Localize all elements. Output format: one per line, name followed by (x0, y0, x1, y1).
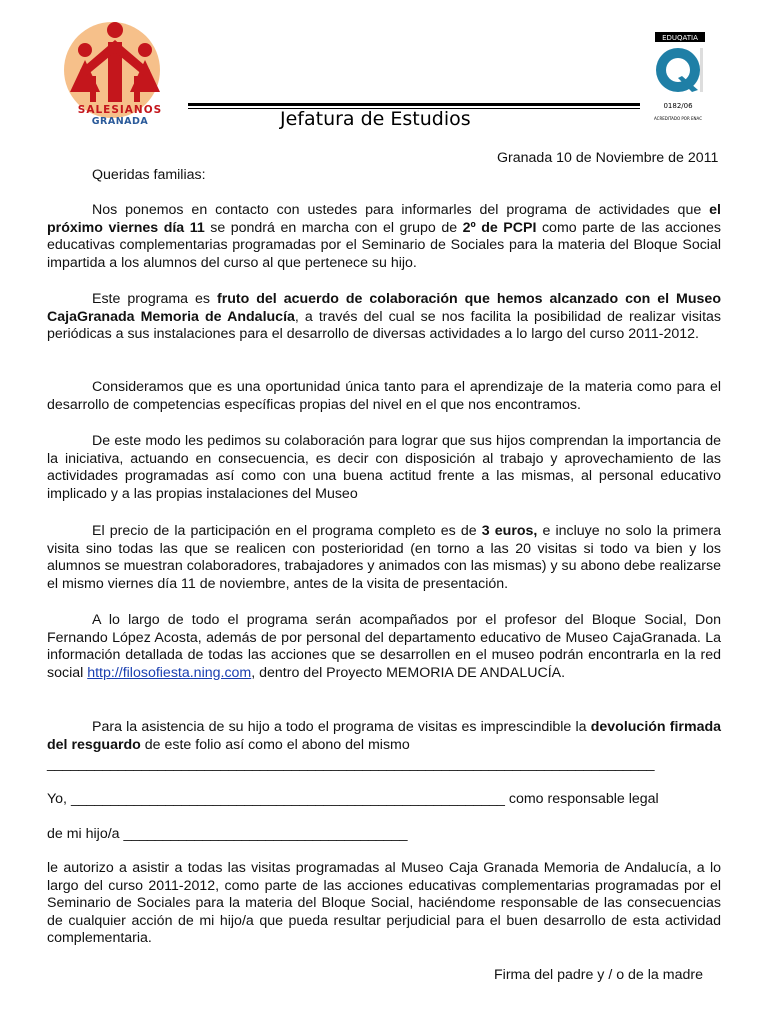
org-name: SALESIANOS (77, 104, 163, 116)
cut-line: _____________________________________________________________________________ (47, 756, 655, 772)
child-name-field[interactable]: ____________________________________ (123, 826, 408, 842)
page-title: Jefatura de Estudios (280, 108, 471, 130)
cert-accredit: ACREDITADO POR ENAC (654, 116, 702, 121)
letter-date: Granada 10 de Noviembre de 2011 (497, 150, 719, 166)
header-rule-thick (188, 103, 640, 106)
form-yo-suffix: como responsable legal (504, 791, 659, 807)
paragraph-2: Este programa es fruto del acuerdo de colaboración que hemos alcanzado con el Museo CajaGranada Memoria de Andalucía, a través del cual se nos facilita la posibilidad de realizar visitas periódicas a sus instalaciones para el desarrollo de diversas actividades a lo largo del curso 2011-2012. (47, 291, 721, 342)
paragraph-7: Para la asistencia de su hijo a todo el programa de visitas es imprescindible la devolución firmada del resguardo de este folio así como el abono del mismo (47, 719, 722, 753)
paragraph-5: El precio de la participación en el programa completo es de 3 euros, e incluye no solo la primera visita sino todas las que se realicen con posterioridad (en torno a las 20 visitas si todo va bien y los alumnos se muestran colaboradores, trabajadores y animados con las mismas) y su abono debe realizarse el mismo viernes día 11 de noviembre, antes de la visita de presentación. (47, 523, 721, 592)
signature-label: Firma del padre y / o de la madre (494, 967, 703, 983)
eduqatia-certification-logo (648, 30, 712, 128)
form-yo-prefix: Yo, (47, 791, 71, 807)
form-hijo-line (47, 826, 408, 842)
paragraph-3: Consideramos que es una oportunidad única tanto para el aprendizaje de la materia como para el desarrollo de competencias específicas propias del nivel en el que nos encontramos. (47, 379, 721, 413)
authorization-paragraph: le autorizo a asistir a todas las visitas programadas al Museo Caja Granada Memoria de Andalucía, a lo largo del curso 2011-2012, como parte de las acciones educativas complementarias programadas por el Seminario de Sociales para la materia del Bloque Social, haciéndome responsable de las consecuencias de cualquier acción de mi hijo/a que pueda resultar perjudicial para el buen desarrollo de esta actividad complementaria. (47, 860, 721, 946)
paragraph-1: Nos ponemos en contacto con ustedes para informarles del programa de actividades que el próximo viernes día 11 se pondrá en marcha con el grupo de 2º de PCPI como parte de las acciones educativas complementarias programadas por el Seminario de Sociales para la materia del Bloque Social impartida a los alumnos del curso al que pertenece su hijo. (47, 202, 721, 271)
parent-name-field[interactable]: _______________________________________________________ (70, 791, 505, 807)
cert-code: 0182/06 (663, 102, 693, 110)
paragraph-6: A lo largo de todo el programa serán acompañados por el profesor del Bloque Social, Don Fernando López Acosta, además de por personal del departamento educativo de Museo CajaGranada. La información detallada de todas las acciones que se desarrollen en el museo podrán encontrarla en la red social http://filosofiesta.ning.com, dentro del Proyecto MEMORIA DE ANDALUCÍA. (47, 612, 721, 681)
form-yo-line (47, 791, 659, 807)
paragraph-4: De este modo les pedimos su colaboración para lograr que sus hijos comprendan la importancia de la iniciativa, actuando en consecuencia, es decir con disposición al trabajo y aprovechamiento de las actividades programadas así como con una buena actitud frente a las mismas, al personal educativo implicado y a las propias instalaciones del Museo (47, 433, 721, 502)
form-hijo-prefix: de mi hijo/a (47, 826, 124, 842)
filosofiesta-link[interactable]: http://filosofiesta.ning.com (87, 664, 252, 681)
cert-brand: EDUQATIA (662, 34, 698, 42)
salutation: Queridas familias: (92, 167, 206, 183)
org-city: GRANADA (91, 116, 149, 127)
